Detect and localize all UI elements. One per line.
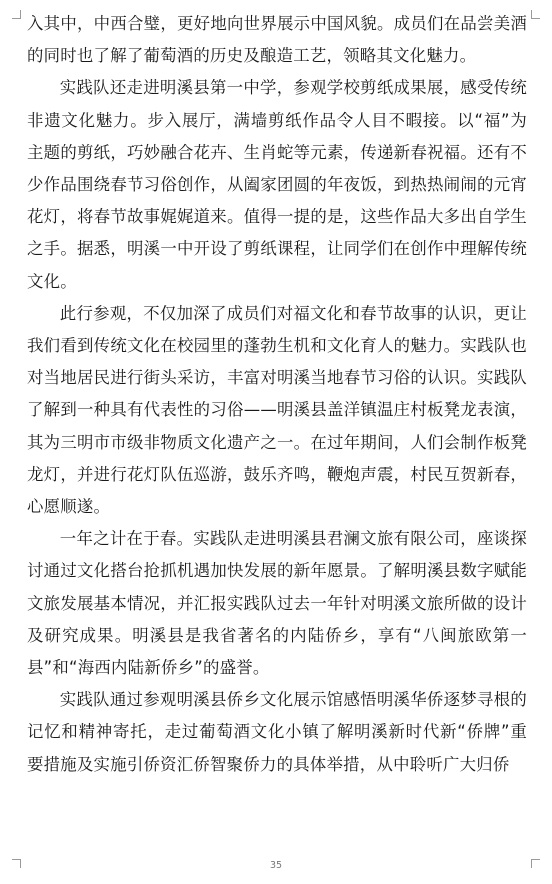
paragraph-paper-cutting: 实践队还走进明溪县第一中学，参观学校剪纸成果展，感受传统非遗文化魅力。步入展厅，满墙剪纸作品令人目不暇接。以“福”为主题的剪纸，巧妙融合花卉、生肖蛇等元素，传递新春祝福。还有不少作品围绕春节习俗创作，从阖家团圆的年夜饭，到热热闹闹的元宵花灯，将春节故事娓娓道来。值得一提的是，这些作品大多出自学生之手。据悉，明溪一中开设了剪纸课程，让同学们在创作中理解传统文化。 (27, 78, 527, 291)
paragraph-customs: 此行参观，不仅加深了成员们对福文化和春节故事的认识，更让我们看到传统文化在校园里的蓬勃生机和文化育人的魅力。实践队也对当地居民进行街头采访，丰富对明溪当地春节习俗的认识。实践队了解到一种具有代表性的习俗——明溪县盖洋镇温庄村板凳龙表演，其为三明市市级非物质文化遗产之一。在过年期间，人们会制作板凳龙灯，并进行花灯队伍巡游，鼓乐齐鸣，鞭炮声震，村民互贺新春，心愿顺遂。 (27, 303, 527, 517)
body-text (27, 8, 527, 781)
page-number: 35 (269, 860, 283, 871)
paragraph-continuation: 入其中，中西合璧，更好地向世界展示中国风貌。成员们在品尝美酒的同时也了解了葡萄酒的历史及酿造工艺，领略其文化魅力。 (27, 14, 527, 66)
crop-mark-top-left (12, 10, 21, 19)
paragraph-overseas-chinese: 实践队通过参观明溪县侨乡文化展示馆感悟明溪华侨逐梦寻根的记忆和精神寄托，走过葡萄酒文化小镇了解明溪新时代新“侨牌”重要措施及实施引侨资汇侨智聚侨力的具体举措，从中聆听广大归侨 (27, 690, 527, 774)
crop-mark-top-right (531, 10, 540, 19)
paragraph-tourism: 一年之计在于春。实践队走进明溪县君澜文旅有限公司，座谈探讨通过文化搭台抢抓机遇加快发展的新年愿景。了解明溪县数字赋能文旅发展基本情况，并汇报实践队过去一年针对明溪文旅所做的设计及研究成果。明溪县是我省著名的内陆侨乡，享有“八闽旅欧第一县”和“海西内陆新侨乡”的盛誉。 (27, 529, 527, 678)
